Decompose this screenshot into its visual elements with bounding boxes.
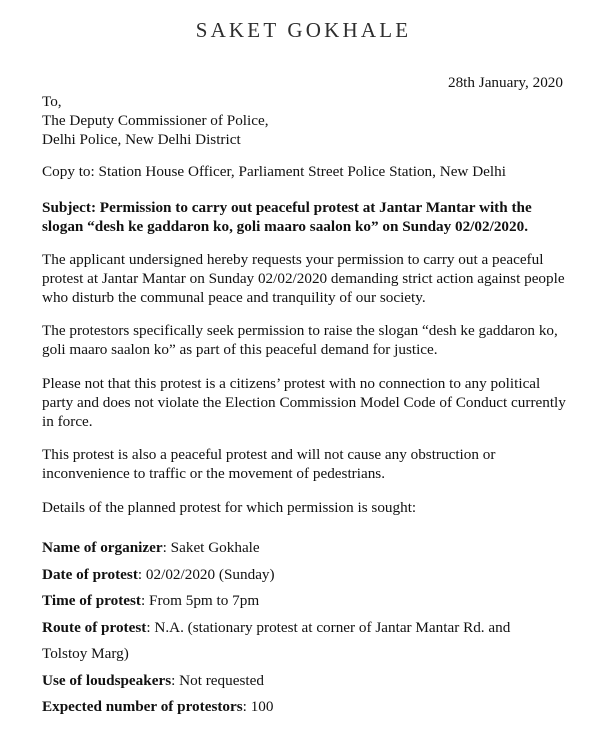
recipient-title: The Deputy Commissioner of Police, [42,112,269,129]
subject-label: Subject [42,199,91,216]
detail-item: Route of protest: N.A. (stationary protest at corner of Jantar Mantar Rd. and Tolstoy Marg) [42,618,511,662]
subject-text: Permission to carry out peaceful protest at Jantar Mantar with the slogan “desh ke gaddaron ko, goli maaro saalon ko” on Sunday 02/02/2020. [42,199,532,235]
detail-item: Date of protest: 02/02/2020 (Sunday) [42,565,275,583]
detail-label: Use of loudspeakers [42,671,172,689]
recipient-department: Delhi Police, New Delhi District [42,131,241,148]
paragraph-peaceful: This protest is also a peaceful protest and will not cause any obstruction or inconvenience to traffic or the movement of pedestrians. [42,446,496,482]
detail-value: Not requested [179,671,264,689]
letterhead-name: SAKET GOKHALE [195,18,412,42]
paragraph-slogan: The protestors specifically seek permission to raise the slogan “desh ke gaddaron ko, goli maaro saalon ko” as part of this peaceful demand for justice. [42,322,558,358]
detail-label: Route of protest [42,618,147,636]
detail-value: 100 [250,698,274,715]
paragraph-nonpolitical: Please not that this protest is a citizens’ protest with no connection to any political party and does not violate the Election Commission Model Code of Conduct currently in force. [42,375,566,430]
protest-details-list [42,535,572,721]
letter-date: 28th January, 2020 [447,74,563,91]
salutation-line: To, [42,93,62,110]
paragraph-details-intro: Details of the planned protest for which permission is sought: [42,499,417,516]
detail-value: N.A. (stationary protest at corner of Jantar Mantar Rd. and Tolstoy Marg) [42,618,511,662]
copy-to-line: Copy to: Station House Officer, Parliament Street Police Station, New Delhi [42,163,506,180]
detail-label: Expected number of protestors [42,698,243,715]
detail-item: Expected number of protestors: 100 [42,698,274,715]
detail-value: Saket Gokhale [170,539,260,556]
subject-line: Subject: Permission to carry out peaceful protest at Jantar Mantar with the slogan “desh ke gaddaron ko, goli maaro saalon ko” on Sunday 02/02/2020. [42,199,532,235]
detail-item: Use of loudspeakers: Not requested [42,671,264,689]
detail-label: Name of organizer [42,539,163,556]
paragraph-request: The applicant undersigned hereby requests your permission to carry out a peaceful protest at Jantar Mantar on Sunday 02/02/2020 demanding strict action against people who disturb the communal peace and tranquility of our society. [42,251,565,306]
detail-label: Date of protest [42,565,138,583]
detail-label: Time of protest [42,592,141,609]
detail-value: 02/02/2020 (Sunday) [145,565,275,583]
detail-value: From 5pm to 7pm [149,592,260,609]
detail-item: Time of protest: From 5pm to 7pm [42,592,260,609]
recipient-address [42,92,572,149]
detail-item: Name of organizer: Saket Gokhale [42,539,260,556]
